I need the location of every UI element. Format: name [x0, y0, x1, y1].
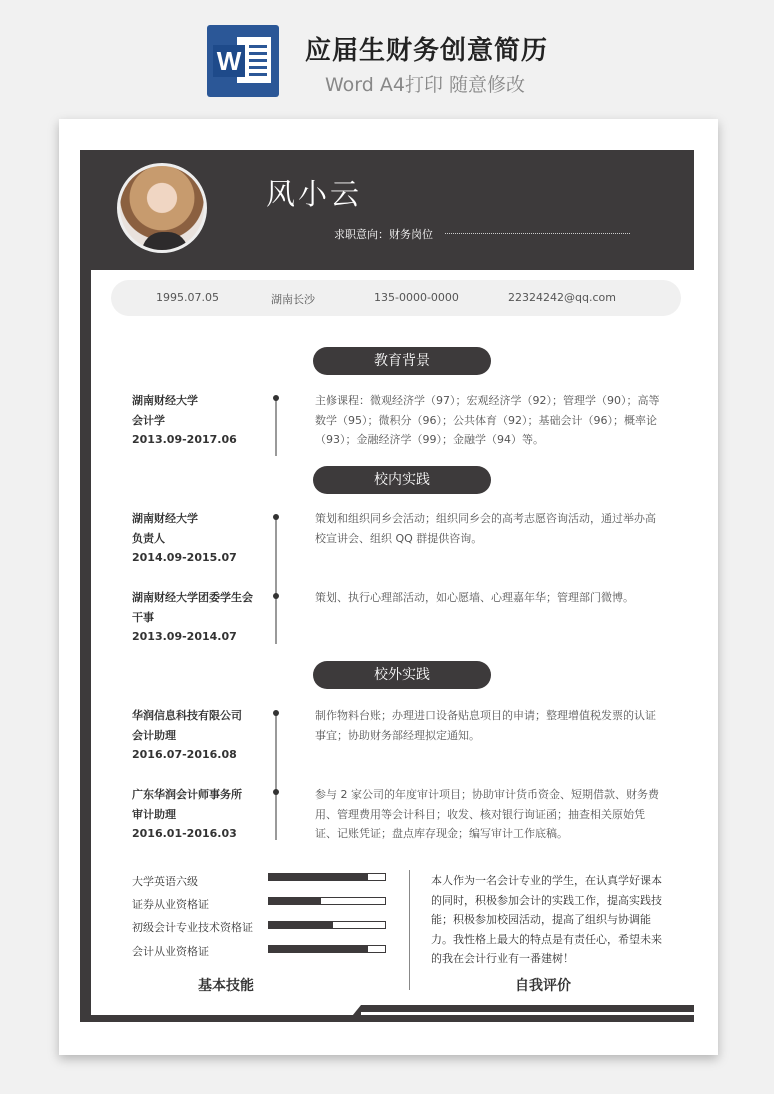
external-desc: 参与 2 家公司的年度审计项目；协助审计货币资金、短期借款、财务费用、管理费用等会计科目；收发、核对银行询证函；抽查相关原始凭证、记账凭证；盘点库存现金；编写审计工作底稿。: [315, 788, 659, 840]
education-desc: 主修课程：微观经济学（97）；宏观经济学（92）；管理学（90）；高等数学（95）；微积分（96）；公共体育（92）；基础会计（96）；概率论（93）；金融经济学（99）；金融学（94）等。: [315, 394, 660, 446]
skill-fill: [269, 946, 368, 952]
timeline-dot: [273, 710, 279, 716]
skill-label: 会计从业资格证: [132, 945, 209, 958]
skill-bar: [268, 873, 386, 881]
skill-label: 证券从业资格证: [132, 898, 209, 911]
timeline-dot: [273, 395, 279, 401]
timeline-line: [275, 398, 277, 456]
skill-bar: [268, 945, 386, 953]
role: 干事: [132, 610, 154, 624]
logo-letter: W: [213, 45, 245, 77]
campus-desc: 策划、执行心理部活动，如心愿墙、心理嘉年华；管理部门微博。: [315, 591, 634, 604]
word-logo-icon: [207, 25, 279, 97]
job-intent: 求职意向：财务岗位: [334, 228, 433, 241]
bottom-line: [361, 1012, 694, 1015]
role: 会计助理: [132, 728, 176, 742]
location: 湖南长沙: [271, 293, 315, 306]
bottom-tab: [91, 1005, 361, 1015]
org-name: 湖南财经大学: [132, 512, 198, 525]
period: 2013.09-2014.07: [132, 630, 237, 643]
skill-label: 初级会计专业技术资格证: [132, 921, 253, 934]
self-evaluation-text: 本人作为一名会计专业的学生，在认真学好课本的同时，积极参加会计的实践工作，提高实践技能；积极参加校园活动，提高了组织与协调能力。我性格上最大的特点是有责任心，希望未来的我在会计行业有一番建树！: [431, 874, 662, 966]
skills-title: 基本技能: [198, 978, 254, 994]
skill-bar: [268, 921, 386, 929]
person-name: 风小云: [266, 177, 363, 211]
org-name: 华润信息科技有限公司: [132, 709, 242, 722]
skill-fill: [269, 874, 368, 880]
period: 2016.01-2016.03: [132, 827, 237, 840]
phone: 135-0000-0000: [374, 291, 459, 304]
org-name: 广东华润会计师事务所: [132, 788, 242, 801]
email: 22324242@qq.com: [508, 291, 616, 304]
avatar: [117, 163, 207, 253]
skill-fill: [269, 898, 321, 904]
intent-divider: [445, 233, 630, 234]
period: 2016.07-2016.08: [132, 748, 237, 761]
org-name: 湖南财经大学团委学生会: [132, 591, 253, 604]
timeline-dot: [273, 514, 279, 520]
major: 会计学: [132, 413, 165, 427]
skill-bar: [268, 897, 386, 905]
timeline-line: [275, 516, 277, 644]
birth-date: 1995.07.05: [156, 291, 219, 304]
info-bar: [111, 280, 681, 316]
external-desc: 制作物料台账；办理进口设备贴息项目的申请；整理增值税发票的认证事宜；协助财务部经理拟定通知。: [315, 709, 656, 742]
campus-entry: [132, 509, 262, 568]
banner-title: 应届生财务创意简历: [305, 36, 549, 66]
period: 2013.09-2017.06: [132, 433, 237, 446]
campus-desc: 策划和组织同乡会活动；组织同乡会的高考志愿咨询活动，通过举办高校宣讲会、组织 QQ 群提供咨询。: [315, 512, 656, 545]
timeline-line: [275, 712, 277, 840]
education-entry: [132, 391, 262, 450]
section-external: 校外实践: [313, 661, 491, 689]
role: 负责人: [132, 531, 165, 545]
skill-label: 大学英语六级: [132, 875, 198, 888]
section-campus: 校内实践: [313, 466, 491, 494]
timeline-dot: [273, 789, 279, 795]
external-entry: [132, 785, 262, 844]
banner-subtitle: Word A4打印 随意修改: [325, 74, 526, 96]
school-name: 湖南财经大学: [132, 394, 198, 407]
external-entry: [132, 706, 262, 765]
campus-entry: [132, 588, 262, 647]
period: 2014.09-2015.07: [132, 551, 237, 564]
timeline-dot: [273, 593, 279, 599]
section-education: 教育背景: [313, 347, 491, 375]
role: 审计助理: [132, 807, 176, 821]
skill-fill: [269, 922, 333, 928]
column-divider: [409, 870, 410, 990]
self-eval-title: 自我评价: [515, 978, 571, 994]
